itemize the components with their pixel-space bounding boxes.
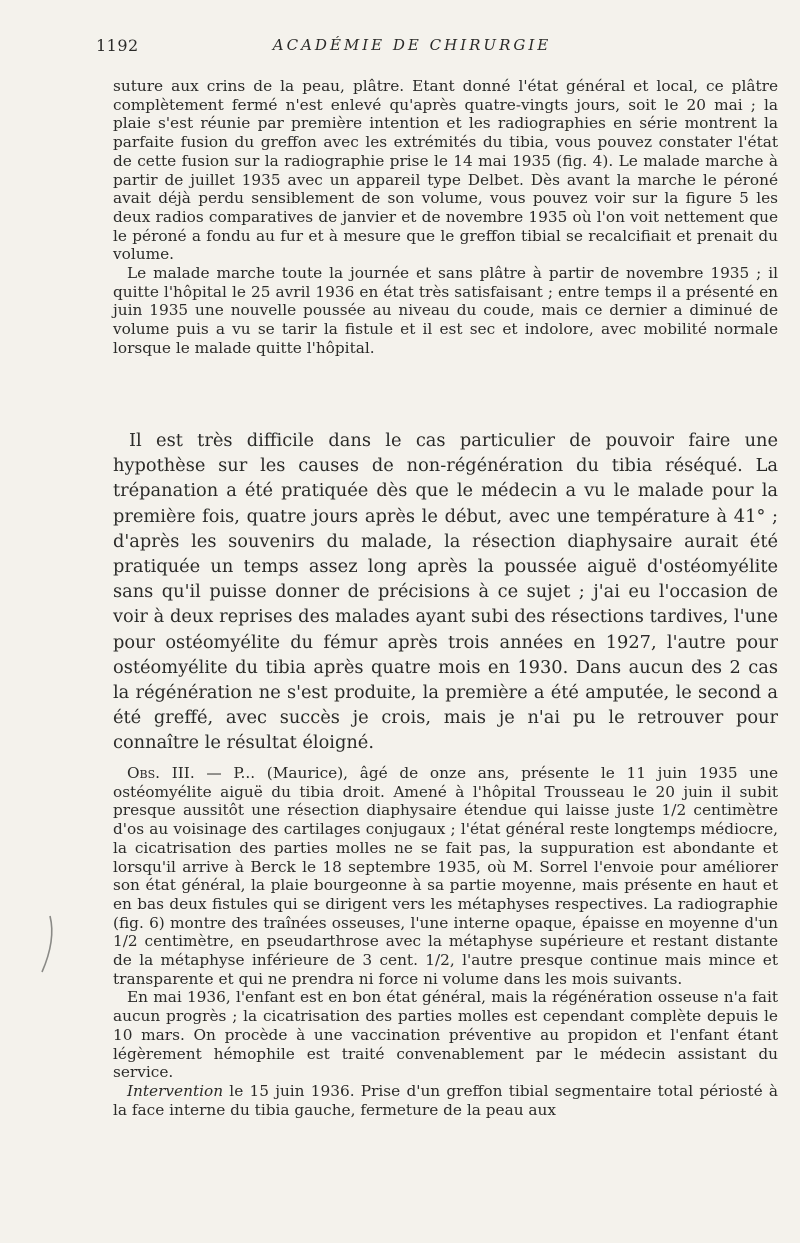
observation-3 bbox=[113, 764, 778, 1119]
paragraph: suture aux crins de la peau, plâtre. Etant donné l'état général et local, ce plâtre complètement fermé n'est enlevé qu'après quatre-vingts jours, soit le 20 mai ; la plaie s'est réunie par première intention et les radiographies en série montrent la parfaite fusion du greffon avec les extrémités du tibia, vous pouvez constater l'état de cette fusion sur la radiographie prise le 14 mai 1935 (fig. 4). Le malade marche à partir de juillet 1935 avec un appareil type Delbet. Dès avant la marche le péroné avait déjà perdu sensiblement de son volume, vous pouvez voir sur la figure 5 les deux radios comparatives de janvier et de novembre 1935 où l'on voit nettement que le péroné a fondu au fur et à mesure que le greffon tibial se recalcifiait et prenait du volume. bbox=[113, 77, 778, 264]
paragraph: En mai 1936, l'enfant est en bon état général, mais la régénération osseuse n'a fait aucun progrès ; la cicatrisation des parties molles est cependant complète depuis le 10 mars. On procède à une vaccination préventive au propidon et l'enfant étant légèrement hémophile est traité convenablement par le médecin assistant du service. bbox=[113, 988, 778, 1082]
paragraph-text: le 15 juin 1936. Prise d'un greffon tibial segmentaire total périosté à la face interne du tibia gauche, fermeture de la peau aux bbox=[113, 1081, 778, 1119]
observation-continuation bbox=[113, 77, 778, 358]
paragraph: Le malade marche toute la journée et sans plâtre à partir de novembre 1935 ; il quitte l'hôpital le 25 avril 1936 en état très satisfaisant ; entre temps il a présenté en juin 1935 une nouvelle poussée au niveau du coude, mais ce dernier a diminué de volume puis a vu se tarir la fistule et il est sec et indolore, avec mobilité normale lorsque le malade quitte l'hôpital. bbox=[113, 264, 778, 357]
page-header bbox=[96, 36, 728, 60]
paragraph bbox=[113, 1082, 778, 1119]
margin-mark bbox=[22, 912, 62, 982]
paragraph bbox=[113, 764, 778, 988]
running-head: ACADÉMIE DE CHIRURGIE bbox=[272, 36, 552, 54]
paragraph-text: — P... (Maurice), âgé de onze ans, présente le 11 juin 1935 une ostéomyélite aiguë du tibia droit. Amené à l'hôpital Trousseau le 20 juin il subit presque aussitôt une résection diaphysaire étendue qui laisse juste 1/2 centimètre d'os au voisinage des cartilages conjugaux ; l'état général reste longtemps médiocre, la cicatrisation des parties molles ne se fait pas, la suppuration est abondante et lorsqu'il arrive à Berck le 18 septembre 1935, où M. Sorrel l'envoie pour améliorer son état général, la plaie bourgeonne à sa partie moyenne, mais présente en haut et en bas deux fistules qui se dirigent vers les métaphyses respectives. La radiographie (fig. 6) montre des traînées osseuses, l'une interne opaque, épaisse en moyenne d'un 1/2 centimètre, en pseudarthrose avec la métaphyse supérieure et restant distante de la métaphyse inférieure de 3 cent. 1/2, l'autre presque continue mais mince et transparente et qui ne prendra ni force ni volume dans les mois suivants. bbox=[113, 764, 778, 988]
page-number: 1192 bbox=[96, 36, 139, 55]
commentary-section bbox=[113, 428, 778, 756]
observation-label: Obs. III. bbox=[127, 764, 195, 782]
intervention-label: Intervention bbox=[127, 1081, 224, 1100]
paragraph: Il est très difficile dans le cas particulier de pouvoir faire une hypothèse sur les causes de non-régénération du tibia réséqué. La trépanation a été pratiquée dès que le médecin a vu le malade pour la première fois, quatre jours après le début, avec une température à 41° ; d'après les souvenirs du malade, la résection diaphysaire aurait été pratiquée un temps assez long après la poussée aiguë d'ostéomyélite sans qu'il puisse donner de précisions à ce sujet ; j'ai eu l'occasion de voir à deux reprises des malades ayant subi des résections tardives, l'une pour ostéomyélite du fémur après trois années en 1927, l'autre pour ostéomyélite du tibia après quatre mois en 1930. Dans aucun des 2 cas la régénération ne s'est produite, la première a été amputée, le second a été greffé, avec succès je crois, mais je n'ai pu le retrouver pour connaître le résultat éloigné. bbox=[113, 430, 778, 754]
